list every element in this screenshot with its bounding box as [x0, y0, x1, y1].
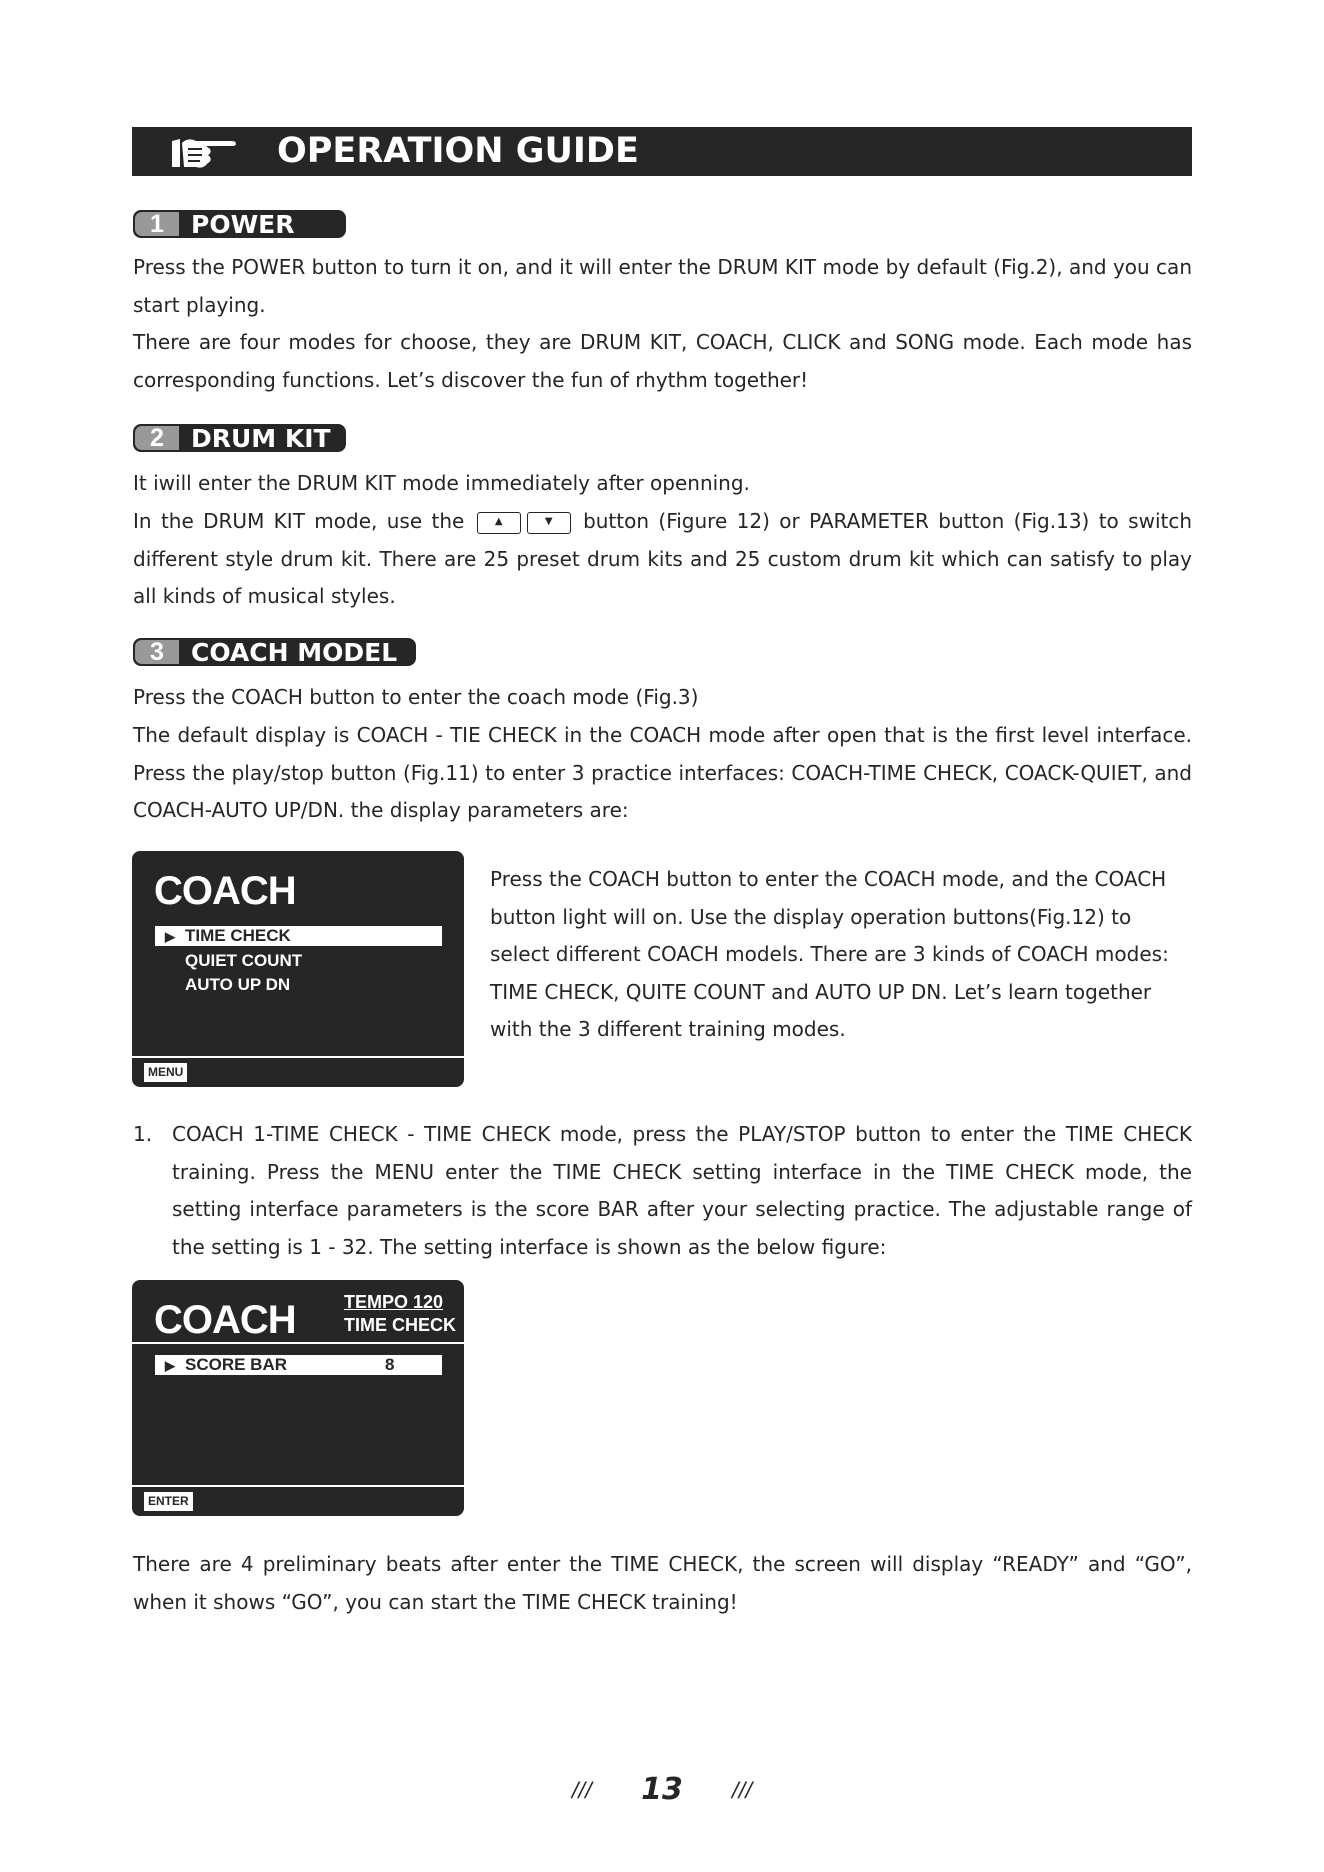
section-header-drum-kit: [133, 424, 346, 452]
section-header-coach-model: [133, 638, 416, 666]
lcd-display-time-check-settings: [132, 1280, 464, 1516]
lcd-divider: [132, 1342, 464, 1344]
selection-arrow-icon: ▶: [165, 929, 175, 944]
lcd-title: COACH: [154, 869, 296, 913]
lcd-menu-item: AUTO UP DN: [185, 975, 291, 994]
footer-ornament: ///: [571, 1777, 593, 1802]
lcd-display-coach-menu: [132, 851, 464, 1087]
lcd-title: COACH: [154, 1298, 296, 1342]
score-bar-value: 8: [385, 1355, 395, 1374]
page-footer: [0, 1772, 1324, 1812]
paragraph: It iwill enter the DRUM KIT mode immediately after openning.: [133, 471, 750, 495]
lcd-divider: [132, 1485, 464, 1487]
page-title: OPERATION GUIDE: [277, 131, 639, 171]
list-number: 1.: [133, 1122, 153, 1146]
up-key-icon: ▲: [477, 512, 521, 534]
section-title: DRUM KIT: [191, 423, 331, 453]
lcd-mode: TIME CHECK: [344, 1315, 456, 1335]
paragraph: There are 4 preliminary beats after enter the TIME CHECK, the screen will display “READY” and “GO”, when it shows “GO”, you can start the TIME CHECK training!: [133, 1552, 1192, 1614]
lcd-tempo: TEMPO 120: [344, 1292, 444, 1312]
pointing-hand-icon: [166, 133, 240, 171]
lcd-softkey-menu: MENU: [144, 1063, 187, 1082]
down-key-icon: ▼: [527, 512, 571, 534]
paragraph: Press the COACH button to enter the COACH mode, and the COACH button light will on. Use the display operation buttons(Fig.12) to select different COACH models. There are 3 kinds of COACH modes: TIME CHECK, QUITE COUNT and AUTO UP DN. Let’s learn together with the 3 different training modes.: [490, 867, 1169, 1041]
list-item: COACH 1-TIME CHECK - TIME CHECK mode, press the PLAY/STOP button to enter the TIME CHECK training. Press the MENU enter the TIME CHECK setting interface in the TIME CHECK mode, the setting interface parameters is the score BAR after your selecting practice. The adjustable range of the setting is 1 - 32. The setting interface is shown as the below figure:: [172, 1122, 1192, 1259]
section-title: COACH MODEL: [191, 637, 398, 667]
paragraph: There are four modes for choose, they are DRUM KIT, COACH, CLICK and SONG mode. Each mode has corresponding functions. Let’s discover the fun of rhythm together!: [133, 330, 1192, 392]
paragraph: The default display is COACH - TIE CHECK in the COACH mode after open that is the first level interface. Press the play/stop button (Fig.11) to enter 3 practice interfaces: COACH-TIME CHECK, COACK-QUIET, and COACH-AUTO UP/DN. the display parameters are:: [133, 723, 1192, 822]
text: button (Figure 12) or PARAMETER button (Fig.13) to switch different style drum kit. There are 25 preset drum kits and 25 custom drum kit which can satisfy to play all kinds of musical styles.: [133, 509, 1193, 608]
section-header-power: [133, 210, 346, 238]
selection-arrow-icon: ▶: [165, 1358, 175, 1373]
lcd-setting-row-selected: ▶ SCORE BAR 8: [155, 1355, 442, 1375]
section-number: 1: [135, 212, 179, 236]
lcd-softkey-enter: ENTER: [144, 1492, 193, 1511]
section-number: 3: [135, 640, 179, 664]
header-banner: [132, 127, 1192, 176]
footer-ornament: ///: [731, 1777, 753, 1802]
text: In the DRUM KIT mode, use the: [133, 509, 465, 533]
lcd-menu-item: QUIET COUNT: [185, 951, 303, 970]
paragraph: Press the POWER button to turn it on, and it will enter the DRUM KIT mode by default (Fig.2), and you can start playing.: [133, 255, 1192, 317]
lcd-divider: [132, 1056, 464, 1058]
page-number: 13: [641, 1772, 683, 1807]
paragraph: Press the COACH button to enter the coach mode (Fig.3): [133, 685, 699, 709]
section-title: POWER: [191, 209, 295, 239]
section-number: 2: [135, 426, 179, 450]
paragraph: [133, 503, 1192, 616]
lcd-menu-item-selected: ▶ TIME CHECK: [155, 926, 442, 946]
